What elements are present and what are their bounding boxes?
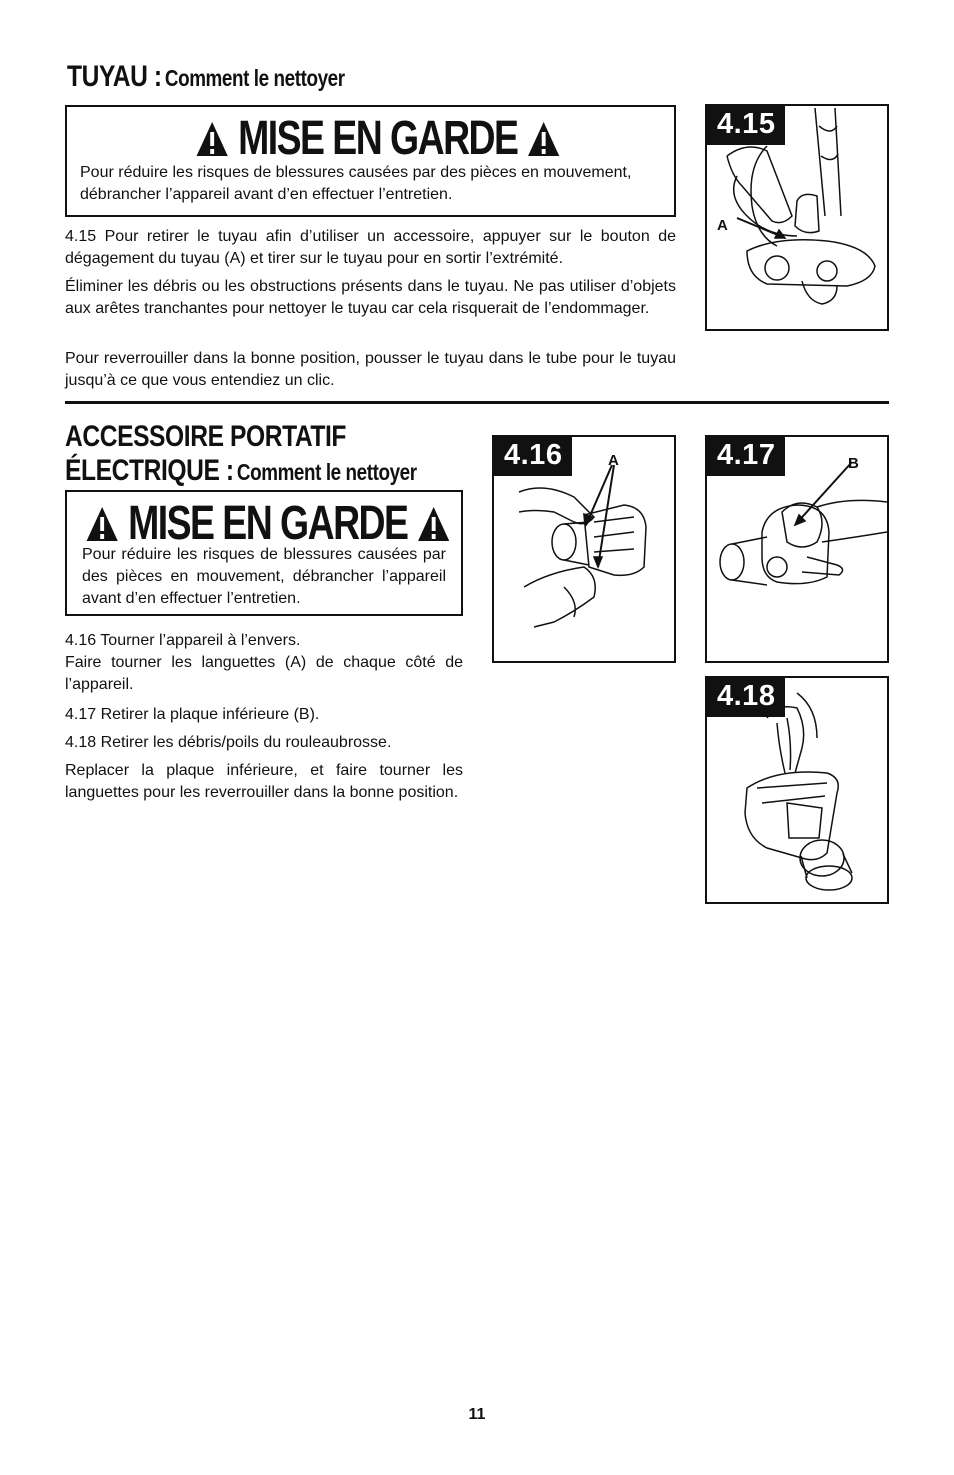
section-title-tuyau: [67, 60, 345, 94]
section-divider: [65, 401, 889, 404]
warning-triangle-icon: [416, 505, 450, 543]
figure-callout-b: B: [848, 455, 859, 472]
warning-heading-text: MISE EN GARDE: [128, 497, 408, 550]
figure-label-4-18: 4.18: [707, 678, 785, 717]
warning-triangle-icon: [85, 505, 119, 543]
paragraph-replacer: Replacer la plaque inférieure, et faire tourner les languettes pour les reverrouiller dans la bonne position.: [65, 762, 463, 801]
figure-label-4-16: 4.16: [494, 437, 572, 476]
warning-triangle-icon: [526, 120, 560, 158]
warning-heading-text: MISE EN GARDE: [238, 112, 518, 165]
figure-label-4-15: 4.15: [707, 106, 785, 145]
figure-4-16: [492, 435, 676, 663]
paragraph-4-16-line1: 4.16 Tourner l’appareil à l’envers.: [65, 632, 301, 649]
warning-text-1: Pour réduire les risques de blessures causées par des pièces en mouvement, débrancher l’appareil avant d’en effectuer l’entretien.: [80, 164, 632, 203]
warning-triangle-icon: [195, 120, 229, 158]
paragraph-reverrouiller: Pour reverrouiller dans la bonne position, pousser le tuyau dans le tube pour le tuyau jusqu’à ce que vous entendiez un clic.: [65, 350, 676, 389]
warning-box-1: [65, 105, 676, 217]
page-number: 11: [468, 1406, 486, 1423]
figure-label-4-17: 4.17: [707, 437, 785, 476]
section-title-line1: ACCESSOIRE PORTATIF: [65, 420, 347, 453]
section-title-main: TUYAU :: [67, 60, 162, 93]
section-title-line2-sub: Comment le nettoyer: [236, 459, 417, 485]
warning-heading-2: [85, 496, 451, 551]
warning-text-2: Pour réduire les risques de blessures causées par des pièces en mouvement, débrancher l’appareil avant d’en effectuer l’entretien.: [82, 546, 446, 607]
section-title-sub: Comment le nettoyer: [164, 65, 345, 91]
paragraph-4-15: 4.15 Pour retirer le tuyau afin d’utiliser un accessoire, appuyer sur le bouton de dégagement du tuyau (A) et tirer sur le tuyau pour en sortir l’extrémité.: [65, 228, 676, 267]
section-title-accessoire: [65, 420, 417, 488]
figure-4-18: [705, 676, 889, 904]
figure-callout-a: A: [717, 217, 728, 234]
paragraph-4-18: 4.18 Retirer les débris/poils du rouleaubrosse.: [65, 734, 392, 751]
paragraph-debris: Éliminer les débris ou les obstructions présents dans le tuyau. Ne pas utiliser d’objets aux arêtes tranchantes pour nettoyer le tuyau car cela risquerait de l’endommager.: [65, 278, 676, 317]
warning-heading-1: [195, 111, 561, 166]
figure-4-17: [705, 435, 889, 663]
warning-box-2: [65, 490, 463, 616]
figure-callout-a: A: [608, 452, 619, 469]
paragraph-4-16-line2: Faire tourner les languettes (A) de chaque côté de l’appareil.: [65, 654, 463, 693]
section-title-line2-main: ÉLECTRIQUE :: [65, 454, 234, 487]
figure-4-15: [705, 104, 889, 331]
paragraph-4-17: 4.17 Retirer la plaque inférieure (B).: [65, 706, 320, 723]
